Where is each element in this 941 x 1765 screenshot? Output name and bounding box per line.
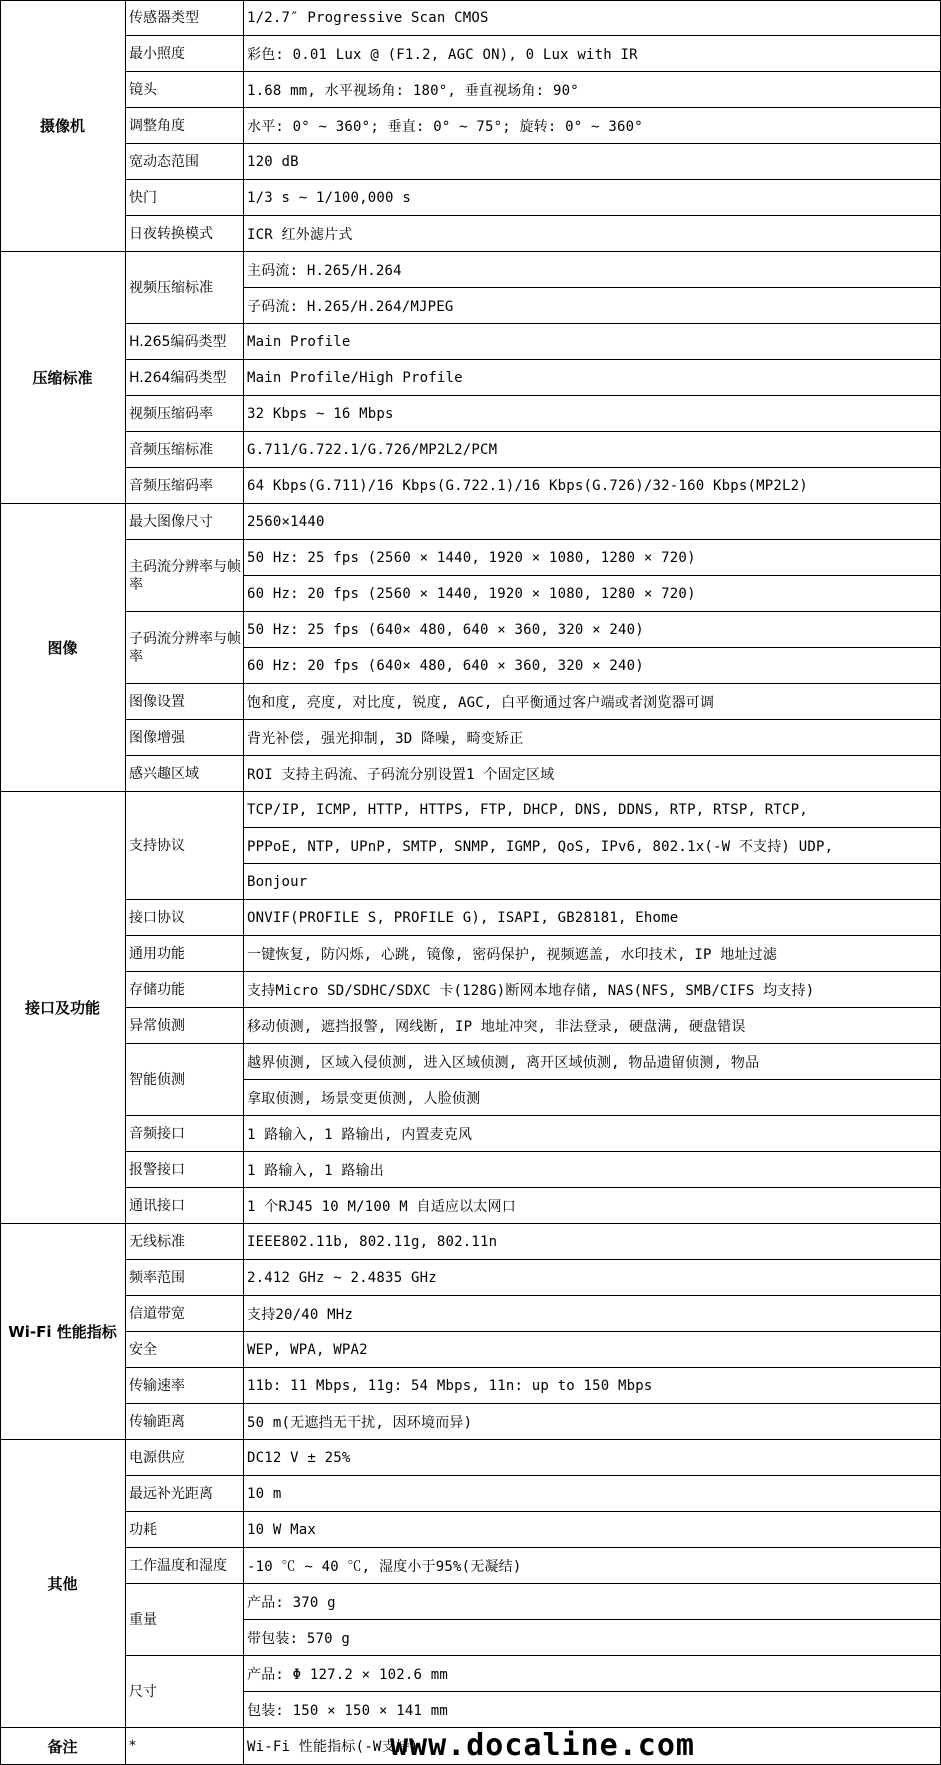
spec-value: 64 Kbps(G.711)/16 Kbps(G.722.1)/16 Kbps(G.726)/32-160 Kbps(MP2L2) [244, 468, 941, 504]
spec-category: 图像 [0, 504, 126, 792]
spec-param: 重量 [126, 1584, 244, 1656]
spec-param: 子码流分辨率与帧率 [126, 612, 244, 684]
spec-param: 图像设置 [126, 684, 244, 720]
spec-param: 智能侦测 [126, 1044, 244, 1116]
spec-value: 拿取侦测, 场景变更侦测, 人脸侦测 [244, 1080, 941, 1116]
spec-param: 传输距离 [126, 1404, 244, 1440]
spec-value: 10 m [244, 1476, 941, 1512]
spec-value: 60 Hz: 20 fps (640× 480, 640 × 360, 320 × 240) [244, 648, 941, 684]
spec-value: 10 W Max [244, 1512, 941, 1548]
spec-value: 彩色: 0.01 Lux @ (F1.2, AGC ON), 0 Lux with IR [244, 36, 941, 72]
spec-value: DC12 V ± 25% [244, 1440, 941, 1476]
spec-param: 音频压缩码率 [126, 468, 244, 504]
spec-param: 尺寸 [126, 1656, 244, 1728]
spec-param: 接口协议 [126, 900, 244, 936]
spec-value: 2560×1440 [244, 504, 941, 540]
spec-param: 调整角度 [126, 108, 244, 144]
spec-value: Bonjour [244, 864, 941, 900]
spec-value: TCP/IP, ICMP, HTTP, HTTPS, FTP, DHCP, DNS, DDNS, RTP, RTSP, RTCP, [244, 792, 941, 828]
spec-value: Main Profile [244, 324, 941, 360]
spec-value: WEP, WPA, WPA2 [244, 1332, 941, 1368]
spec-param: 图像增强 [126, 720, 244, 756]
spec-value: Main Profile/High Profile [244, 360, 941, 396]
spec-category: 其他 [0, 1440, 126, 1728]
spec-param: 电源供应 [126, 1440, 244, 1476]
spec-param: 支持协议 [126, 792, 244, 900]
spec-param: 最小照度 [126, 36, 244, 72]
spec-value: 1 个RJ45 10 M/100 M 自适应以太网口 [244, 1188, 941, 1224]
spec-param: 音频接口 [126, 1116, 244, 1152]
spec-value: 带包装: 570 g [244, 1620, 941, 1656]
spec-value: 32 Kbps ~ 16 Mbps [244, 396, 941, 432]
spec-value: 子码流: H.265/H.264/MJPEG [244, 288, 941, 324]
spec-param: 传输速率 [126, 1368, 244, 1404]
spec-category: 备注 [0, 1728, 126, 1765]
spec-value: G.711/G.722.1/G.726/MP2L2/PCM [244, 432, 941, 468]
spec-param: 视频压缩标准 [126, 252, 244, 324]
spec-param: 安全 [126, 1332, 244, 1368]
spec-value: 1 路输入, 1 路输出, 内置麦克风 [244, 1116, 941, 1152]
spec-param: 信道带宽 [126, 1296, 244, 1332]
spec-param: 存储功能 [126, 972, 244, 1008]
spec-param: * [126, 1728, 244, 1765]
spec-param: 宽动态范围 [126, 144, 244, 180]
spec-value: ONVIF(PROFILE S, PROFILE G), ISAPI, GB28181, Ehome [244, 900, 941, 936]
spec-param: 无线标准 [126, 1224, 244, 1260]
spec-category: 压缩标准 [0, 252, 126, 504]
spec-value: 50 Hz: 25 fps (2560 × 1440, 1920 × 1080, 1280 × 720) [244, 540, 941, 576]
spec-param: 音频压缩标准 [126, 432, 244, 468]
spec-param: 日夜转换模式 [126, 216, 244, 252]
spec-value: 50 m(无遮挡无干扰, 因环境而异) [244, 1404, 941, 1440]
spec-param: 镜头 [126, 72, 244, 108]
spec-category: 摄像机 [0, 0, 126, 252]
spec-category: 接口及功能 [0, 792, 126, 1224]
spec-value: 1 路输入, 1 路输出 [244, 1152, 941, 1188]
spec-param: 主码流分辨率与帧率 [126, 540, 244, 612]
spec-param: H.265编码类型 [126, 324, 244, 360]
spec-category: Wi-Fi 性能指标 [0, 1224, 126, 1440]
spec-param: 感兴趣区域 [126, 756, 244, 792]
spec-value: 产品: 370 g [244, 1584, 941, 1620]
spec-value: ROI 支持主码流、子码流分别设置1 个固定区域 [244, 756, 941, 792]
spec-param: H.264编码类型 [126, 360, 244, 396]
spec-param: 视频压缩码率 [126, 396, 244, 432]
spec-value: 支持20/40 MHz [244, 1296, 941, 1332]
spec-value: ICR 红外滤片式 [244, 216, 941, 252]
spec-value: -10 ℃ ~ 40 ℃, 湿度小于95%(无凝结) [244, 1548, 941, 1584]
spec-value: 主码流: H.265/H.264 [244, 252, 941, 288]
spec-param: 功耗 [126, 1512, 244, 1548]
spec-value: 包装: 150 × 150 × 141 mm [244, 1692, 941, 1728]
watermark: www.docaline.com [390, 1728, 695, 1763]
spec-value: Wi-Fi 性能指标(-W支持) [244, 1728, 941, 1765]
spec-value: 120 dB [244, 144, 941, 180]
spec-param: 快门 [126, 180, 244, 216]
spec-value: IEEE802.11b, 802.11g, 802.11n [244, 1224, 941, 1260]
spec-param: 通用功能 [126, 936, 244, 972]
spec-value: 越界侦测, 区域入侵侦测, 进入区域侦测, 离开区域侦测, 物品遗留侦测, 物品 [244, 1044, 941, 1080]
spec-param: 报警接口 [126, 1152, 244, 1188]
spec-value: 50 Hz: 25 fps (640× 480, 640 × 360, 320 × 240) [244, 612, 941, 648]
spec-value: 2.412 GHz ~ 2.4835 GHz [244, 1260, 941, 1296]
spec-param: 频率范围 [126, 1260, 244, 1296]
spec-value: PPPoE, NTP, UPnP, SMTP, SNMP, IGMP, QoS, IPv6, 802.1x(-W 不支持) UDP, [244, 828, 941, 864]
spec-value: 60 Hz: 20 fps (2560 × 1440, 1920 × 1080, 1280 × 720) [244, 576, 941, 612]
spec-value: 1.68 mm, 水平视场角: 180°, 垂直视场角: 90° [244, 72, 941, 108]
spec-value: 1/3 s ~ 1/100,000 s [244, 180, 941, 216]
spec-value: 支持Micro SD/SDHC/SDXC 卡(128G)断网本地存储, NAS(NFS, SMB/CIFS 均支持) [244, 972, 941, 1008]
spec-value: 产品: Φ 127.2 × 102.6 mm [244, 1656, 941, 1692]
spec-param: 异常侦测 [126, 1008, 244, 1044]
spec-value: 背光补偿, 强光抑制, 3D 降噪, 畸变矫正 [244, 720, 941, 756]
spec-value: 1/2.7″ Progressive Scan CMOS [244, 0, 941, 36]
spec-value: 11b: 11 Mbps, 11g: 54 Mbps, 11n: up to 150 Mbps [244, 1368, 941, 1404]
spec-value: 移动侦测, 遮挡报警, 网线断, IP 地址冲突, 非法登录, 硬盘满, 硬盘错误 [244, 1008, 941, 1044]
spec-value: 饱和度, 亮度, 对比度, 锐度, AGC, 白平衡通过客户端或者浏览器可调 [244, 684, 941, 720]
spec-value: 水平: 0° ~ 360°; 垂直: 0° ~ 75°; 旋转: 0° ~ 360° [244, 108, 941, 144]
spec-param: 最大图像尺寸 [126, 504, 244, 540]
spec-param: 最远补光距离 [126, 1476, 244, 1512]
spec-param: 传感器类型 [126, 0, 244, 36]
spec-param: 通讯接口 [126, 1188, 244, 1224]
spec-param: 工作温度和湿度 [126, 1548, 244, 1584]
spec-value: 一键恢复, 防闪烁, 心跳, 镜像, 密码保护, 视频遮盖, 水印技术, IP 地址过滤 [244, 936, 941, 972]
